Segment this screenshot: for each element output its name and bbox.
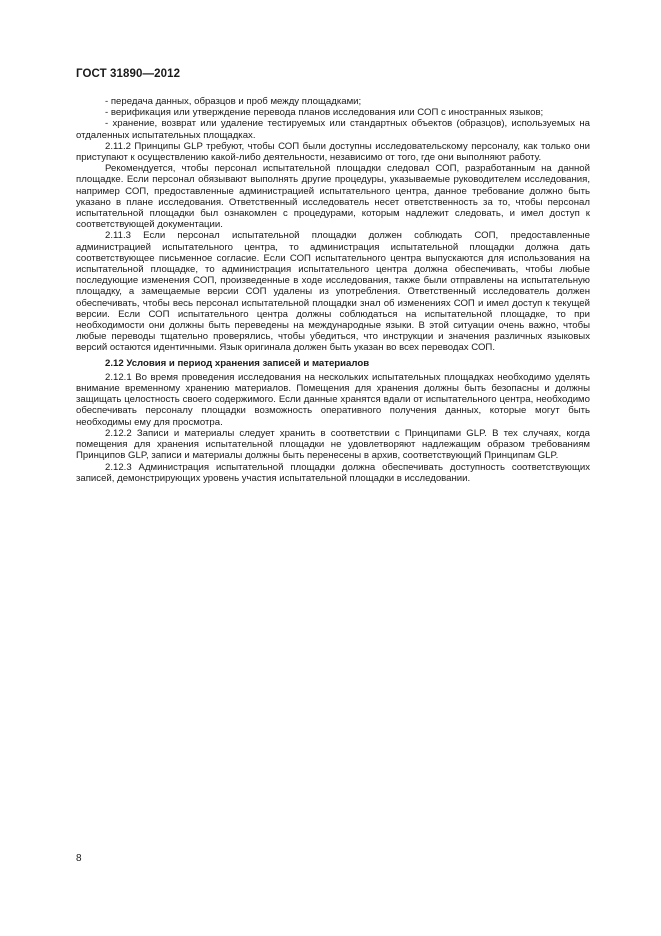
paragraph-recommendation: Рекомендуется, чтобы персонал испытательной площадки следовал СОП, разработанным на данной площадке. Если персонал обязывают выполнять другие процедуры, указываемые руководителем исследования, например СОП, предоставленные администрацией испытательного центра, данное требование должно быть указано в плане исследования. Ответственный исследователь несет ответственность за то, чтобы персонал испытательной площадки был ознакомлен с процедурами, которым надлежит следовать, и имел доступ к соответствующей документации. xyxy=(76,163,590,231)
paragraph-2-11-3: 2.11.3 Если персонал испытательной площадки должен соблюдать СОП, предоставленные администрацией испытательного центра, то администрация испытательной площадки должна дать соответствующее письменное согласие. Если СОП испытательного центра выпускаются для использования на испытательной площадке, то администрация испытательного центра должна обеспечивать, чтобы любые последующие изменения СОП, произведенные в ходе исследования, также были отправлены на испытательную площадку, а замещаемые версии СОП удалены из употребления. Ответственный исследователь должен обеспечивать, чтобы весь персонал испытательной площадки знал об изменениях СОП и имел доступ к текущей версии. Если СОП испытательного центра должны соблюдаться на испытательной площадке, то при необходимости они должны быть переведены на международные языки. В этой ситуации очень важно, чтобы любые переводы тщательно проверялись, чтобы убедиться, что инструкции и значения различных языковых версий остаются идентичными. Язык оригинала должен быть указан во всех переводах СОП. xyxy=(76,230,590,354)
list-item: - передача данных, образцов и проб между площадками; xyxy=(105,96,362,107)
document-body xyxy=(76,96,590,484)
list-item: - верификация или утверждение перевода планов исследования или СОП с иностранных языков; xyxy=(105,107,544,119)
document-header: ГОСТ 31890—2012 xyxy=(76,68,181,80)
paragraph-2-11-2: 2.11.2 Принципы GLP требуют, чтобы СОП были доступны исследовательскому персоналу, как только они приступают к осуществлению какой-либо деятельности, независимо от того, где они выполняют работу. xyxy=(76,140,590,164)
section-heading-2-12: 2.12 Условия и период хранения записей и материалов xyxy=(105,357,370,369)
page-number: 8 xyxy=(76,853,82,864)
paragraph-2-12-1: 2.12.1 Во время проведения исследования на нескольких испытательных площадках необходимо уделять внимание временному хранению материалов. Помещения для хранения должны быть безопасны и должны защищать целостность своего содержимого. Если данные хранятся вдали от испытательного центра, необходимо обеспечивать персоналу площадки возможность оперативного получения данных, которые могут быть необходимы ему для просмотра. xyxy=(76,371,590,428)
list-item: - хранение, возврат или удаление тестируемых или стандартных объектов (образцов), используемых на отдаленных испытательных площадках. xyxy=(76,118,590,141)
paragraph-2-12-2: 2.12.2 Записи и материалы следует хранить в соответствии с Принципами GLP. В тех случаях, когда помещения для хранения испытательной площадки не удовлетворяют надлежащим образом требованиям Принципов GLP, записи и материалы должны быть перенесены в архив, соответствующий Принципам GLP. xyxy=(76,427,590,462)
paragraph-2-12-3: 2.12.3 Администрация испытательной площадки должна обеспечивать доступность соответствующих записей, демонстрирующих уровень участия испытательной площадки в исследовании. xyxy=(76,461,590,484)
